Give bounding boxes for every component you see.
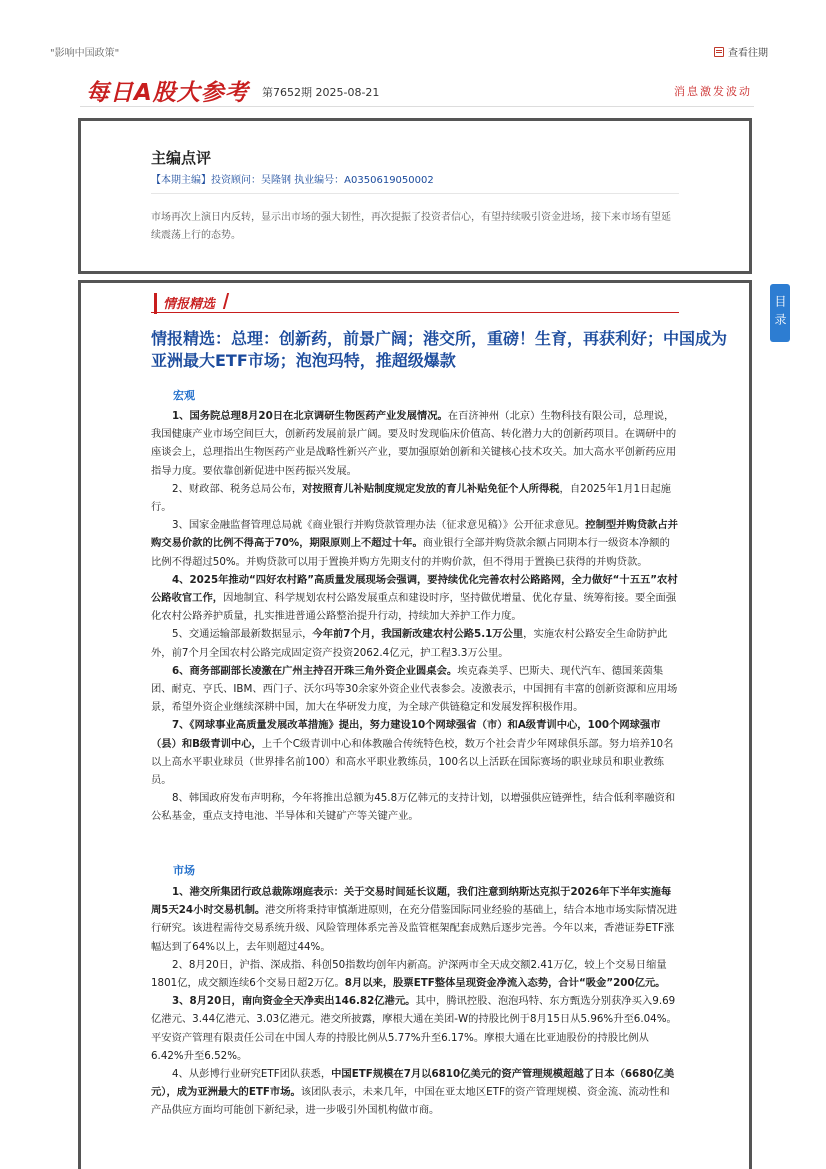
table-of-contents-button[interactable] — [770, 284, 790, 342]
item-text: 8、韩国政府发布声明称，今年将推出总额为45.8万亿韩元的支持计划，以增强供应链弹性，结合低利率融资和公私基金，重点支持电池、半导体和关键矿产等关键产业。 — [151, 792, 676, 823]
item-text: 2、8月20日，沪指、深成指、科创50指数均创年内新高。沪深两市全天成交额2.41万亿，较上个交易日缩量1801亿，成交额连续6个交易日超2万亿。 — [151, 958, 667, 990]
editor-comment-title: 主编点评 — [151, 149, 212, 167]
item-bold: 7、《网球事业高质量发展改革措施》提出，努力建设10个网球强省（市）和A级青训中心，100个网球强市（县）和B级青训中心， — [151, 719, 661, 750]
list-item — [151, 956, 679, 992]
item-text: 4、从彭博行业研究ETF团队获悉， — [172, 1068, 332, 1081]
editor-meta: 【本期主编】投资顾问：吴隆钢 执业编号：A0350619050002 — [151, 175, 434, 186]
item-bold: 4、2025年推动“四好农村路”高质量发展现场会强调，要持续优化完善农村公路路网，全力做好“十五五”农村公路收官工作， — [151, 573, 678, 605]
list-item — [151, 789, 679, 825]
item-tail-bold: 对按照育儿补贴制度规定发放的育儿补贴免征个人所得税 — [302, 482, 560, 495]
item-tail-bold: 控制型并购贷款占并购交易价款的比例不得高于70%，期限原则上不超过十年。 — [151, 519, 678, 550]
intel-section — [78, 280, 752, 1169]
item-bold: 6、商务部副部长凌激在广州主持召开珠三角外资企业圆桌会。 — [172, 664, 458, 677]
item-text: 2、财政部、税务总局公布， — [172, 482, 303, 495]
item-text: 3、国家金融监督管理总局就《商业银行并购贷款管理办法（征求意见稿）》公开征求意见。 — [172, 519, 586, 532]
list-item — [151, 571, 679, 626]
item-tail-bold: 8月以来，股票ETF整体呈现资金净流入态势，合计“吸金”200亿元。 — [344, 977, 666, 990]
macro-list — [151, 407, 679, 826]
item-text: 上千个C级青训中心和体教融合传统特色校，数万个社会青少年网球俱乐部。努力培养10名以上高水平职业球员（世界排名前100）和高水平职业教练员，100名以上活跃在国际赛场的职业球员和职业教练员。 — [151, 737, 674, 787]
item-bold: 3、8月20日，南向资金全天净卖出146.82亿港元。 — [172, 995, 416, 1008]
item-text: 5、交通运输部最新数据显示， — [172, 628, 313, 641]
tagline: "影响中国政策" — [50, 48, 120, 59]
item-text: 港交所将秉持审慎渐进原则，在充分借鉴国际同业经验的基础上，结合本地市场实际情况进行研究。该进程需待交易系统升级、风险管理体系完善及监管框架配套成熟后逐步完善。今年以来，香港证券ETF涨幅达到了64%以上，去年则超过44%。 — [151, 904, 678, 953]
publication-logo: 每日A股大参考 — [86, 80, 249, 106]
list-item — [151, 480, 679, 516]
slogan: 消息激发波动 — [674, 85, 752, 98]
macro-heading: 宏观 — [173, 389, 195, 402]
list-item — [151, 1065, 679, 1120]
masthead — [80, 70, 754, 110]
section-divider — [151, 312, 679, 313]
item-tail: 该团队表示，未来几年，中国在亚太地区ETF的资产管理规模、资金流、流动性和产品供应方面均可能创下新纪录，进一步吸引外国机构做市商。 — [151, 1086, 670, 1117]
editor-review-text: 市场再次上演日内反转，显示出市场的强大韧性，再次提振了投资者信心，有望持续吸引资金进场，接下来市场有望延续震荡上行的态势。 — [151, 212, 671, 241]
calendar-icon — [714, 47, 724, 57]
item-text: 埃克森美孚、巴斯夫、现代汽车、德国莱茵集团、耐克、亨氏、IBM、西门子、沃尔玛等30余家外资企业代表参会。凌激表示，中国拥有丰富的创新资源和应用场景，希望外资企业继续深耕中国，加大在华研发力度，为全球产供链稳定和发展发挥积极作用。 — [151, 664, 678, 714]
market-heading: 市场 — [173, 864, 195, 877]
market-list — [151, 883, 679, 1120]
editor-comment-box — [78, 118, 752, 274]
view-archive-label: 查看往期 — [728, 48, 768, 59]
section-tag: 情报精选 — [154, 293, 221, 314]
divider — [151, 193, 679, 194]
intel-headline: 情报精选：总理：创新药，前景广阔；港交所，重磅！生育，再获利好；中国成为亚洲最大ETF市场；泡泡玛特，推超级爆款 — [151, 329, 728, 370]
list-item — [151, 662, 679, 717]
view-archive-link[interactable] — [714, 44, 768, 59]
item-tail: ，自2025年1月1日起施行。 — [151, 482, 671, 514]
masthead-divider — [80, 106, 754, 107]
item-tail-bold: 中国ETF规模在7月以6810亿美元的资产管理规模超越了日本（6680亿美元），成为亚洲最大的ETF市场。 — [151, 1068, 675, 1099]
item-tail-bold: 今年前7个月，我国新改建农村公路5.1万公里 — [312, 628, 524, 641]
list-item — [151, 516, 679, 571]
item-text: 其中，腾讯控股、泡泡玛特、东方甄选分别获净买入9.69亿港元、3.44亿港元、3.03亿港元。港交所披露，摩根大通在美团-W的持股比例于8月15日从5.96%升至6.04%。平安资产管理有限责任公司在中国人寿的持股比例从5.77%升至6.17%。摩根大通在比亚迪股份的持股比例从6.42%升至6.52%。 — [151, 995, 677, 1062]
item-bold: 1、港交所集团行政总裁陈翊庭表示：关于交易时间延长议题，我们注意到纳斯达克拟于2026年下半年实施每周5天24小时交易机制。 — [151, 886, 672, 917]
item-tail: ，实施农村公路安全生命防护此外，前7个月全国农村公路完成固定资产投资2062.4亿元，护工程3.3万公里。 — [151, 628, 668, 659]
list-item — [151, 883, 679, 956]
list-item — [151, 407, 679, 480]
list-item — [151, 716, 679, 789]
list-item — [151, 992, 679, 1065]
list-item — [151, 625, 679, 661]
item-tail: 商业银行全部并购贷款余额占同期本行一级资本净额的比例不得超过50%。并购贷款可以用于置换并购方先期支付的并购价款，但不得用于置换已获得的并购贷款。 — [151, 537, 670, 568]
item-text: 在百济神州（北京）生物科技有限公司，总理说，我国健康产业市场空间巨大，创新药发展前景广阔。要及时发现临床价值高、转化潜力大的创新药项目。在调研中的座谈会上，总理指出生物医药产业是战略性新兴产业，要加强原始创新和关键核心技术攻关。加大高水平创新药应用指导力度。要依靠创新促进中医药振兴发展。 — [151, 410, 677, 477]
item-bold: 1、国务院总理8月20日在北京调研生物医药产业发展情况。 — [172, 410, 448, 422]
toc-label: 目录 — [773, 295, 787, 331]
issue-info: 第7652期 2025-08-21 — [262, 86, 380, 99]
item-text: 因地制宜、科学规划农村公路发展重点和建设时序，坚持做优增量、优化存量、统筹衔接。要全面强化农村公路养护质量，扎实推进普通公路整治提升行动，持续加大养护工作力度。 — [151, 592, 677, 623]
top-bar — [0, 0, 826, 70]
